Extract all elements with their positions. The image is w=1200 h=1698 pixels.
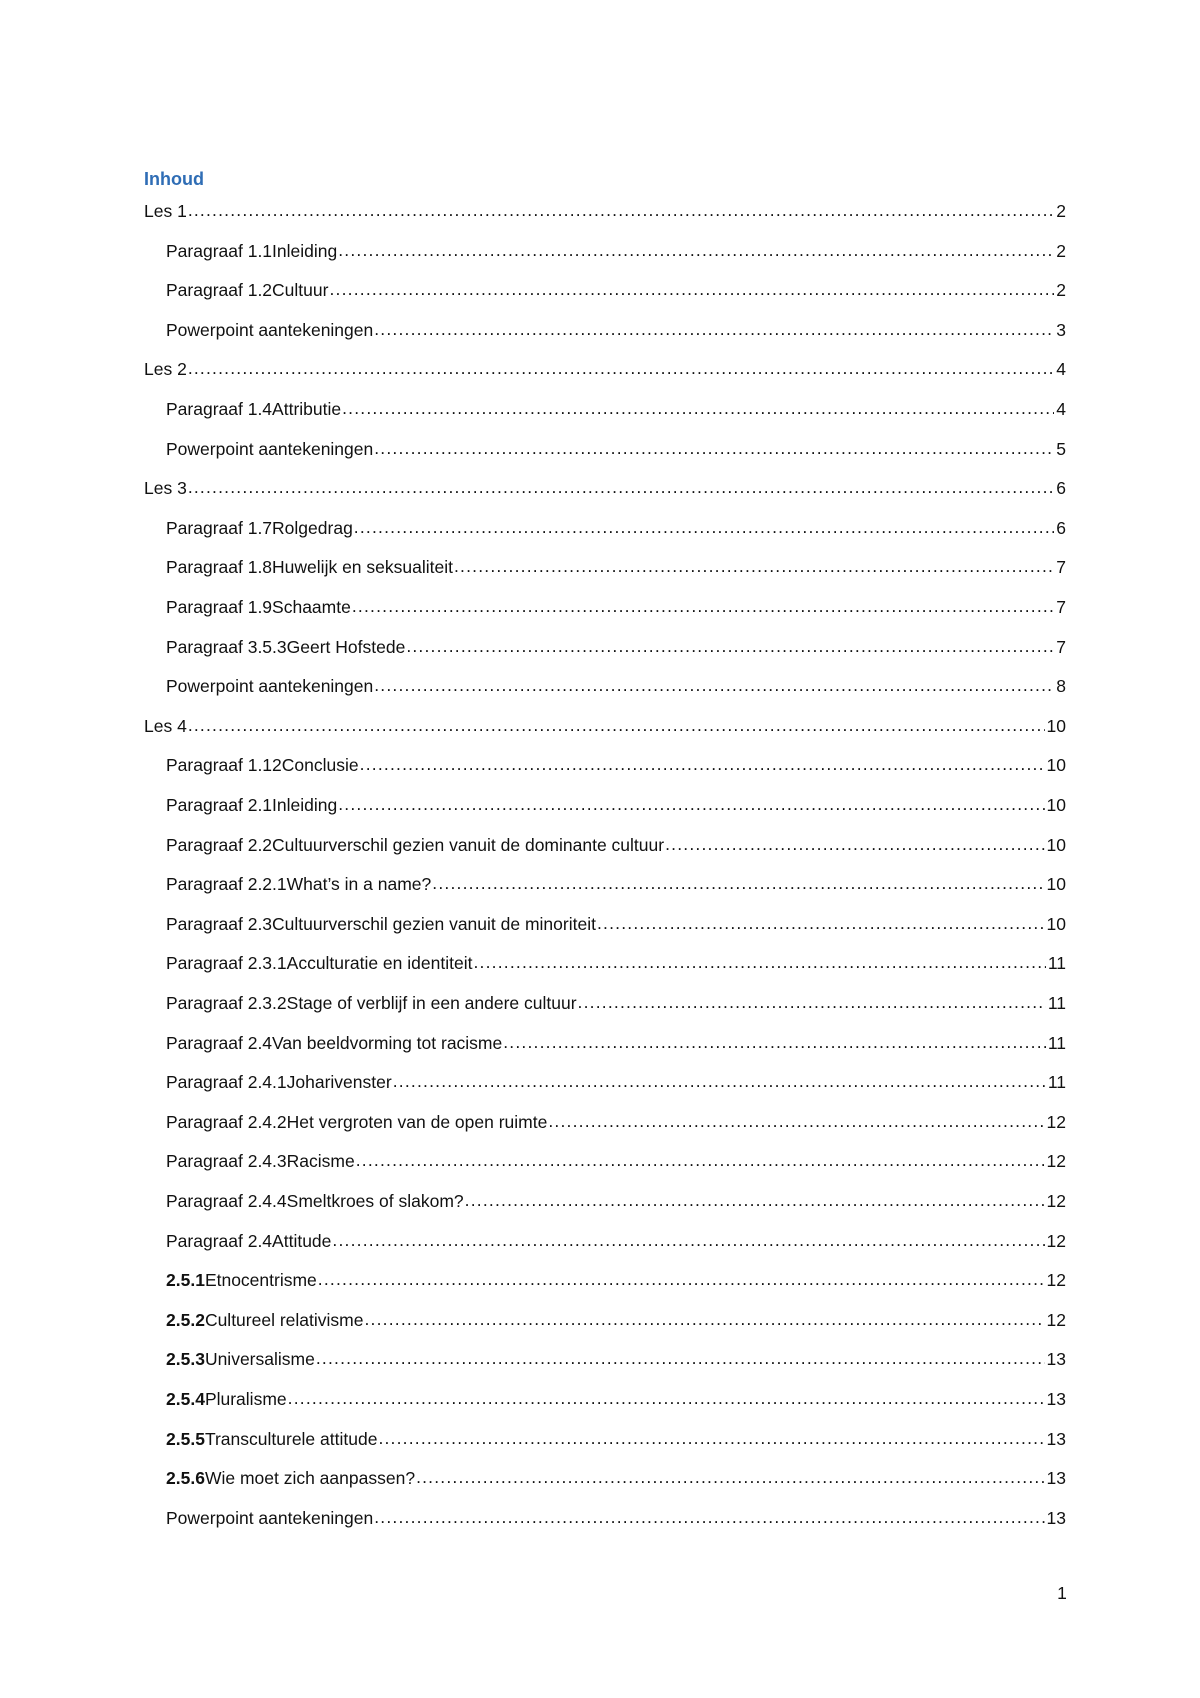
toc-dot-leader [374,673,1054,697]
toc-entry-number: 2.5.2 [166,1310,205,1330]
toc-entry-number: Paragraaf 1.2 [166,280,273,300]
toc-entry-number: Paragraaf 1.12 [166,755,282,775]
toc-entry[interactable] [166,318,1066,342]
toc-entry[interactable] [166,1031,1066,1055]
toc-entry-title: Rolgedrag [272,518,353,538]
toc-entry-title: Racisme [286,1151,355,1171]
toc-entry-title: Cultuur [272,280,329,300]
toc-entry-page: 12 [1046,1270,1066,1290]
toc-dot-leader [329,277,1054,301]
toc-entry-title: Acculturatie en identiteit [286,953,473,973]
toc-entry-page: 2 [1056,241,1066,261]
toc-dot-leader [406,634,1054,658]
toc-entry-title: Van beeldvorming tot racisme [272,1033,503,1053]
toc-entry-page: 13 [1046,1389,1066,1409]
toc-entry-number: Paragraaf 2.4 [166,1231,273,1251]
toc-entry-page: 10 [1046,795,1066,815]
toc-entry-number: Paragraaf 2.3 [166,914,273,934]
toc-entry-title: Powerpoint aantekeningen [166,320,374,340]
toc-entry[interactable] [144,199,1066,223]
toc-entry-number: Paragraaf 1.8 [166,557,273,577]
toc-entry[interactable] [166,278,1066,302]
toc-entry-page: 10 [1046,716,1066,736]
toc-dot-leader [374,1505,1044,1529]
toc-entry[interactable] [166,753,1066,777]
toc-entry[interactable] [166,674,1066,698]
toc-dot-leader [352,594,1054,618]
toc-entry-number: Paragraaf 2.2.1 [166,874,287,894]
toc-entry-page: 11 [1047,1033,1066,1053]
toc-entry-title: Smeltkroes of slakom? [286,1191,464,1211]
toc-entry[interactable] [166,516,1066,540]
toc-entry-number: Paragraaf 2.4.1 [166,1072,287,1092]
toc-entry-page: 12 [1046,1151,1066,1171]
toc-entry[interactable] [166,872,1066,896]
toc-dot-leader [318,1267,1045,1291]
toc-entry-page: 4 [1056,399,1066,419]
toc-entry-title: Inleiding [272,241,338,261]
toc-dot-leader [316,1346,1045,1370]
toc-dot-leader [416,1465,1044,1489]
toc-entry-title: Joharivenster [286,1072,392,1092]
toc-entry-page: 10 [1046,874,1066,894]
toc-entry[interactable] [166,397,1066,421]
toc-entry-title: Inleiding [272,795,338,815]
toc-entry-number: 2.5.5 [166,1429,205,1449]
toc-dot-leader [288,1386,1045,1410]
toc-entry-number: 2.5.1 [166,1270,205,1290]
toc-entry-title: Etnocentrisme [204,1270,317,1290]
toc-entry-page: 12 [1046,1310,1066,1330]
toc-entry-number: Paragraaf 2.4.4 [166,1191,287,1211]
toc-entry-number: 2.5.3 [166,1349,205,1369]
toc-dot-leader [338,792,1044,816]
toc-entry[interactable] [166,912,1066,936]
toc-entry-title: Powerpoint aantekeningen [166,676,374,696]
toc-dot-leader [342,396,1054,420]
toc-entry[interactable] [144,476,1066,500]
toc-dot-leader [188,475,1054,499]
toc-entry-title: Cultuurverschil gezien vanuit de dominante cultuur [272,835,665,855]
toc-entry[interactable] [166,1229,1066,1253]
toc-entry-title: Het vergroten van de open ruimte [286,1112,548,1132]
page-number: 1 [1057,1583,1067,1603]
toc-entry[interactable] [166,1308,1066,1332]
toc-entry-title: Cultureel relativisme [204,1310,364,1330]
toc-entry-title: Stage of verblijf in een andere cultuur [286,993,577,1013]
toc-dot-leader [374,317,1054,341]
toc-entry-page: 11 [1047,953,1066,973]
toc-entry-page: 13 [1046,1468,1066,1488]
toc-entry-page: 10 [1046,755,1066,775]
toc-entry-title: Powerpoint aantekeningen [166,439,374,459]
toc-entry-title: Cultuurverschil gezien vanuit de minoriteit [272,914,596,934]
toc-entry-page: 2 [1056,280,1066,300]
toc-entry[interactable] [166,1347,1066,1371]
toc-entry-page: 5 [1056,439,1066,459]
toc-entry-page: 12 [1046,1231,1066,1251]
toc-entry-number: Paragraaf 2.4.3 [166,1151,287,1171]
toc-entry-title: Huwelijk en seksualiteit [272,557,453,577]
toc-dot-leader [188,198,1054,222]
toc-entry-number: Paragraaf 2.2 [166,835,273,855]
toc-dot-leader [188,713,1045,737]
toc-dot-leader [432,871,1044,895]
toc-entry[interactable] [166,1070,1066,1094]
toc-entry[interactable] [166,1466,1066,1490]
toc-entry-page: 4 [1056,359,1066,379]
toc-entry[interactable] [166,1149,1066,1173]
toc-dot-leader [473,950,1045,974]
toc-entry-number: Paragraaf 1.7 [166,518,273,538]
toc-dot-leader [503,1030,1046,1054]
toc-entry[interactable] [166,793,1066,817]
toc-dot-leader [378,1426,1044,1450]
toc-entry-number: 2.5.6 [166,1468,205,1488]
toc-entry-title: Wie moet zich aanpassen? [204,1468,416,1488]
toc-entry-title: Powerpoint aantekeningen [166,1508,374,1528]
toc-entry-number: Paragraaf 1.9 [166,597,273,617]
toc-entry[interactable] [166,1427,1066,1451]
toc-entry-page: 7 [1056,597,1066,617]
toc-entry[interactable] [166,1387,1066,1411]
toc-entry-number: Paragraaf 2.4.2 [166,1112,287,1132]
toc-entry[interactable] [166,437,1066,461]
toc-dot-leader [354,515,1054,539]
toc-entry-page: 13 [1046,1508,1066,1528]
toc-dot-leader [578,990,1046,1014]
toc-entry-label: Les 3 [144,478,187,498]
toc-dot-leader [393,1069,1046,1093]
toc-entry-page: 12 [1046,1191,1066,1211]
toc-dot-leader [188,356,1054,380]
toc-entry[interactable] [166,1268,1066,1292]
toc-entry-label: Les 2 [144,359,187,379]
toc-dot-leader [665,832,1044,856]
toc-entry[interactable] [144,357,1066,381]
toc-entry-title: Conclusie [281,755,359,775]
toc-entry-number: Paragraaf 3.5.3 [166,637,287,657]
toc-entry-number: Paragraaf 2.3.2 [166,993,287,1013]
toc-entry-label: Les 1 [144,201,187,221]
toc-entry-title: Transculturele attitude [204,1429,378,1449]
toc-entry-label: Les 4 [144,716,187,736]
toc-entry-page: 11 [1047,993,1066,1013]
toc-entry-page: 10 [1046,835,1066,855]
toc-dot-leader [374,436,1054,460]
toc-entry-page: 6 [1056,518,1066,538]
toc-entry-number: Paragraaf 2.3.1 [166,953,287,973]
toc-entry-title: Schaamte [272,597,351,617]
toc-entry-page: 10 [1046,914,1066,934]
toc-entry-page: 13 [1046,1349,1066,1369]
toc-dot-leader [360,752,1045,776]
toc-entry-title: Geert Hofstede [286,637,406,657]
toc-entry[interactable] [166,1110,1066,1134]
toc-dot-leader [465,1188,1045,1212]
toc-entry-page: 7 [1056,557,1066,577]
toc-entry[interactable] [166,635,1066,659]
toc-entry[interactable] [166,951,1066,975]
toc-dot-leader [548,1109,1044,1133]
toc-entry-page: 7 [1056,637,1066,657]
toc-entry[interactable] [166,1506,1066,1530]
toc-entry[interactable] [166,833,1066,857]
toc-entry[interactable] [144,714,1066,738]
toc-entry-title: Pluralisme [204,1389,287,1409]
toc-entry-number: Paragraaf 1.4 [166,399,273,419]
toc-entry[interactable] [166,555,1066,579]
toc-entry-page: 12 [1046,1112,1066,1132]
toc-entry[interactable] [166,1189,1066,1213]
toc-entry-page: 8 [1056,676,1066,696]
toc-entry-title: What’s in a name? [286,874,432,894]
toc-entry-number: 2.5.4 [166,1389,205,1409]
toc-dot-leader [364,1307,1044,1331]
toc-entry-number: Paragraaf 2.1 [166,795,273,815]
toc-entry[interactable] [166,991,1066,1015]
toc-entry-number: Paragraaf 2.4 [166,1033,273,1053]
toc-heading: Inhoud [144,169,204,189]
toc-entry-number: Paragraaf 1.1 [166,241,273,261]
toc-entry-page: 3 [1056,320,1066,340]
toc-dot-leader [332,1228,1044,1252]
toc-entry-page: 6 [1056,478,1066,498]
toc-entry[interactable] [166,239,1066,263]
toc-entry-title: Universalisme [204,1349,315,1369]
toc-dot-leader [597,911,1045,935]
toc-dot-leader [356,1148,1045,1172]
toc-entry-page: 11 [1047,1072,1066,1092]
toc-entry-title: Attributie [272,399,342,419]
toc-dot-leader [338,238,1054,262]
toc-dot-leader [454,554,1054,578]
toc-entry-title: Attitude [272,1231,332,1251]
toc-entry-page: 2 [1056,201,1066,221]
toc-entry[interactable] [166,595,1066,619]
toc-entry-page: 13 [1046,1429,1066,1449]
